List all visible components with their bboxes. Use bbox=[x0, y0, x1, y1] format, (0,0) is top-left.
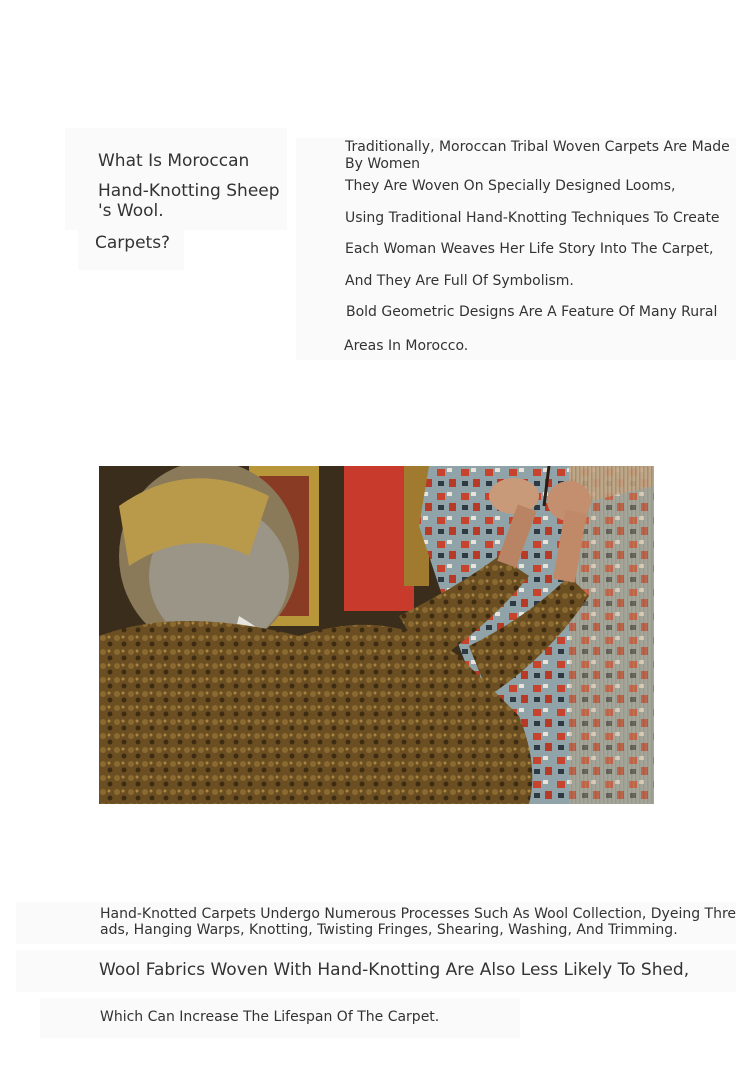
heading-line-1: What Is Moroccan bbox=[98, 151, 250, 171]
heading-line-2: Hand-Knotting Sheep 's Wool. bbox=[98, 181, 280, 221]
weaving-photo bbox=[99, 466, 654, 804]
intro-paragraph-3: Using Traditional Hand-Knotting Techniques To Create bbox=[345, 210, 720, 226]
intro-paragraph-5: And They Are Full Of Symbolism. bbox=[345, 273, 574, 289]
heading-line-3: Carpets? bbox=[95, 233, 171, 253]
lifespan-statement: Which Can Increase The Lifespan Of The Carpet. bbox=[100, 1009, 440, 1025]
shed-statement: Wool Fabrics Woven With Hand-Knotting Are Also Less Likely To Shed, bbox=[99, 960, 690, 980]
intro-paragraph-1: Traditionally, Moroccan Tribal Woven Carpets Are Made By Women bbox=[345, 139, 730, 172]
intro-paragraph-7: Areas In Morocco. bbox=[344, 338, 469, 354]
intro-paragraph-6: Bold Geometric Designs Are A Feature Of Many Rural bbox=[346, 304, 718, 320]
intro-paragraph-4: Each Woman Weaves Her Life Story Into The Carpet, bbox=[345, 241, 714, 257]
process-description: Hand-Knotted Carpets Undergo Numerous Processes Such As Wool Collection, Dyeing Threads, Hanging Warps, Knotting, Twisting Fringes, Shearing, Washing, And Trimming. bbox=[100, 906, 737, 938]
intro-paragraph-2: They Are Woven On Specially Designed Looms, bbox=[345, 178, 676, 194]
weaving-photo-illustration bbox=[99, 466, 654, 804]
